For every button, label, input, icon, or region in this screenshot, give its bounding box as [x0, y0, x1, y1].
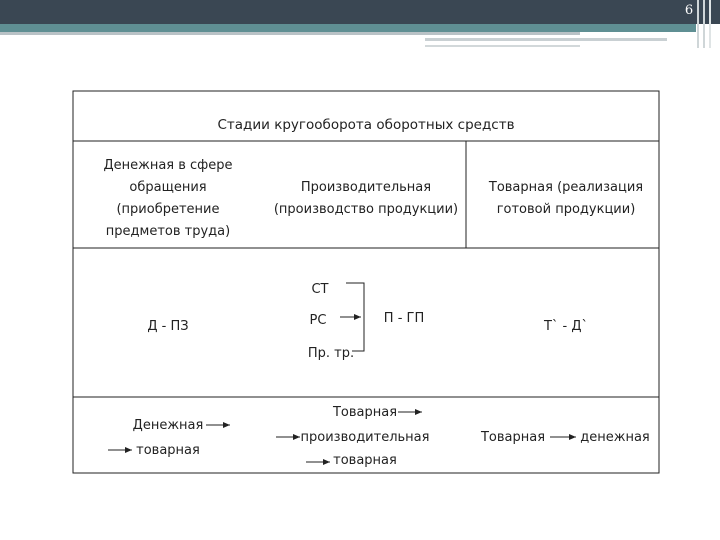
formula-item-labor: Пр. тр.: [307, 346, 355, 361]
header-commodity-line-1: Товарная (реализация: [488, 180, 644, 195]
formula-item-st: СТ: [311, 282, 329, 297]
transition-money-to: товарная: [136, 443, 200, 458]
table-title: Стадии кругооборота оборотных средств: [217, 117, 515, 133]
header-production-stage: [274, 180, 458, 217]
header-production-line-2: (производство продукции): [273, 202, 459, 217]
transition-commodity-to: денежная: [580, 430, 650, 445]
transition-production-to: товарная: [333, 453, 397, 468]
transition-commodity-from: Товарная: [480, 430, 546, 445]
transition-production-mid: производительная: [300, 430, 430, 445]
formula-money: Д - ПЗ: [147, 319, 189, 334]
slide-number: 6: [684, 3, 694, 18]
header-commodity-line-2: готовой продукции): [496, 202, 636, 217]
header-money-line-3: (приобретение: [116, 202, 220, 217]
header-money-line-4: предметов труда): [105, 224, 231, 239]
header-production-line-1: Производительная: [300, 180, 432, 195]
transition-production-from: Товарная: [332, 405, 398, 420]
header-money-line-2: обращения: [129, 180, 207, 195]
formula-production-result: П - ГП: [383, 311, 425, 326]
header-money-line-1: Денежная в сфере: [103, 158, 233, 173]
transition-money-from: Денежная: [132, 418, 204, 433]
formula-commodity: Т` - Д`: [543, 319, 589, 334]
formula-item-rs: РС: [309, 313, 327, 328]
header-commodity-stage: [488, 180, 643, 217]
header-money-stage: [103, 158, 232, 239]
